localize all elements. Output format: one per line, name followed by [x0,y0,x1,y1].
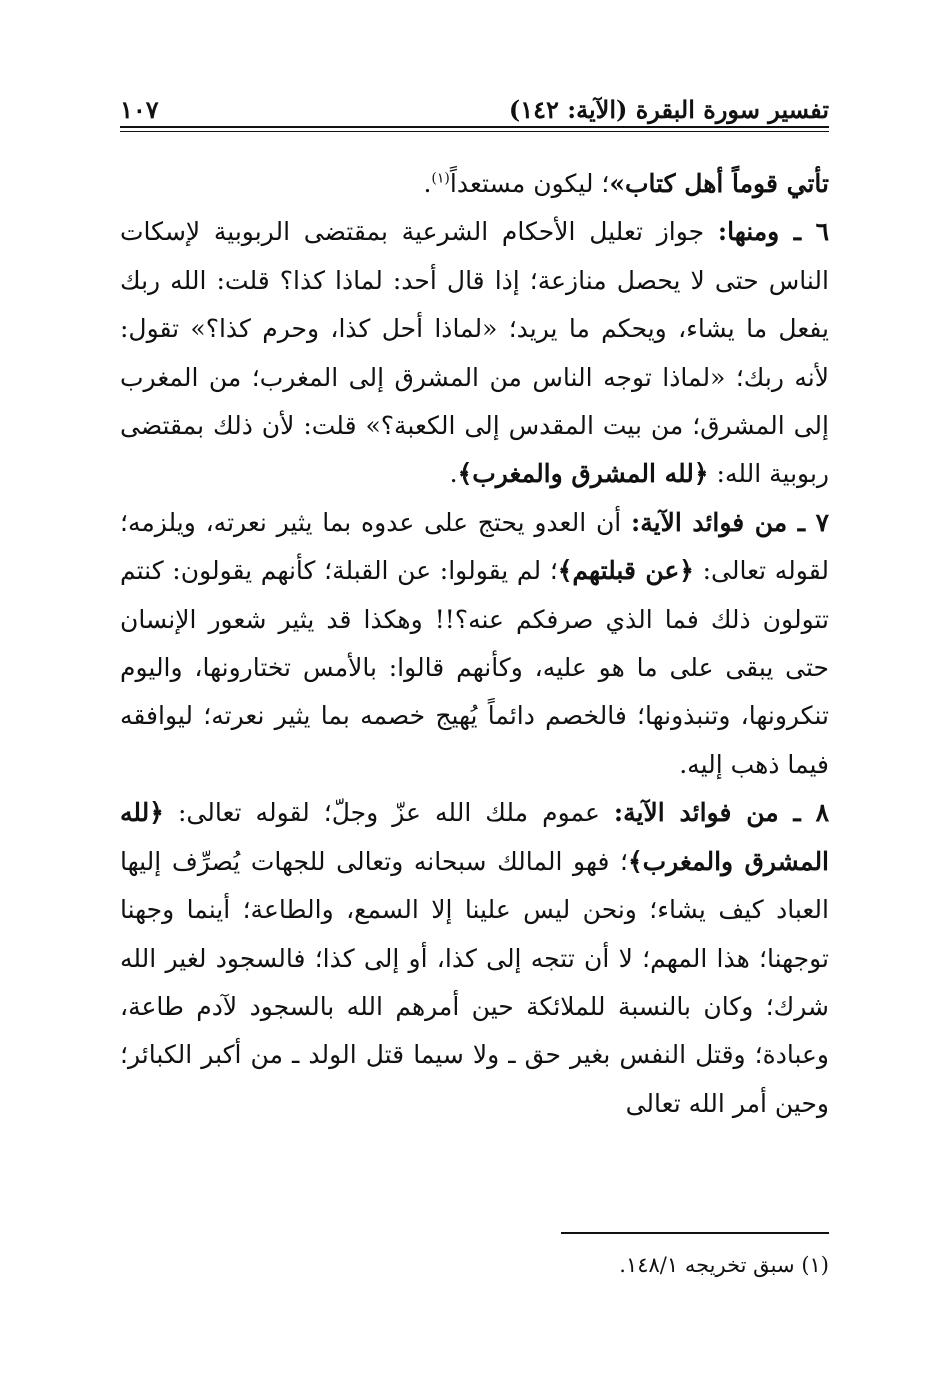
paragraph-benefit-7 [120,499,829,789]
running-title: تفسير سورة البقرة (الآية: ١٤٢) [508,95,829,124]
paragraph-text: عموم ملك الله عزّ وجلّ؛ لقوله تعالى: [163,798,614,828]
quran-quote: ﴿لله المشرق والمغرب﴾ [120,798,830,876]
footnote-text: سبق تخريجه ١٤٨/١. [619,1253,795,1277]
paragraph-benefit-6 [120,208,829,498]
paragraph-heading: ٦ ـ ومنها: [717,217,829,247]
body-text [120,160,829,1128]
header-rule [120,126,829,132]
paragraph-text: أن العدو يحتج على عدوه بما يثير نعرته، ويلزمه؛ لقوله تعالى: [120,507,829,586]
footnote [120,1248,829,1282]
quran-quote: ﴿لله المشرق والمغرب﴾ [457,459,709,489]
paragraph-heading: ٨ ـ من فوائد الآية: [613,798,829,828]
footnote-marker: (١) [801,1253,829,1277]
paragraph-text: ؛ فهو المالك سبحانه وتعالى للجهات يُصرِّف إليها العباد كيف يشاء؛ ونحن ليس علينا إلا السمع، والطاعة؛ أينما وجهنا توجهنا؛ هذا المهم؛ لا أن تتجه إلى كذا، أو إلى كذا؛ فالسجود لغير الله شرك؛ وكان بالنسبة للملائكة حين أمرهم الله بالسجود لآدم طاعة، وعبادة؛ وقتل النفس بغير حق ـ ولا سيما قتل الولد ـ من أكبر الكبائر؛ وحين أمر الله تعالى [120,846,829,1118]
paragraph-continuation [120,160,829,208]
footnote-separator [561,1232,829,1234]
paragraph-benefit-8 [120,789,829,1128]
paragraph-text: جواز تعليل الأحكام الشرعية بمقتضى الربوبية لإسكات الناس حتى لا يحصل منازعة؛ إذا قال أحد: لماذا كذا؟ قلت: الله ربك يفعل ما يشاء، ويحكم ما يريد؛ «لماذا أحل كذا، وحرم كذا؟» تقول: لأنه ربك؛ «لماذا توجه الناس من المشرق إلى المغرب؛ من المغرب إلى المشرق؛ من بيت المقدس إلى الكعبة؟» قلت: لأن ذلك بمقتضى ربوبية الله: [120,217,829,489]
paragraph-text: ؛ ليكون مستعداً [449,169,610,198]
footnote-reference: (١) [431,170,450,187]
page-header [120,88,829,124]
paragraph-text: . [449,459,458,489]
paragraph-text: . [423,169,432,198]
page-number: ١٠٧ [120,95,159,124]
quran-quote: ﴿عن قبلتهم﴾ [557,556,694,586]
paragraph-text: ؛ لم يقولوا: عن القبلة؛ كأنهم يقولون: كنتم تتولون ذلك فما الذي صرفكم عنه؟!! وهكذا قد يثير شعور الإنسان حتى يبقى على ما هو عليه، وكأنهم قالوا: بالأمس تختارونها، واليوم تنكرونها، وتنبذونها؛ فالخصم دائماً يُهيج خصمه بما يثير نعرته؛ ليوافقه فيما ذهب إليه. [120,556,829,779]
paragraph-heading: ٧ ـ من فوائد الآية: [631,507,830,537]
bold-text: تأتي قوماً أهل كتاب» [609,169,829,198]
